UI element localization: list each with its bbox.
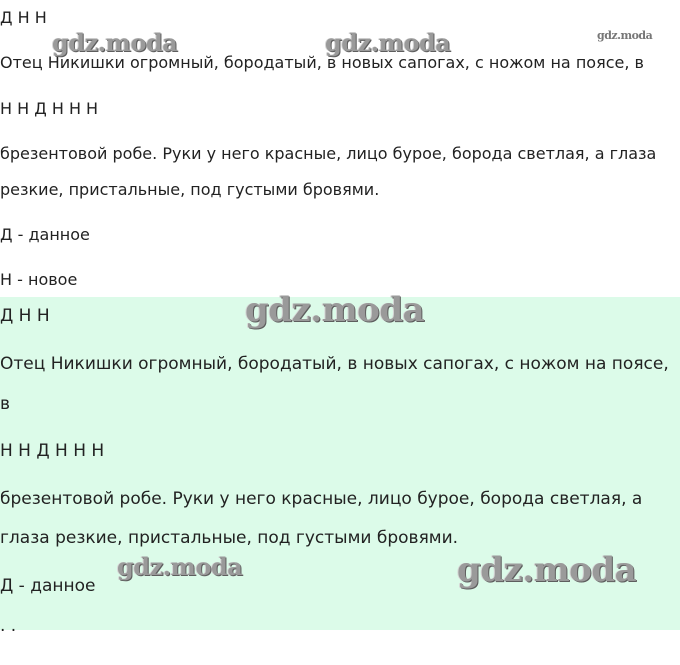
sentence-line: брезентовой робе. Руки у него красные, лицо бурое, борода светлая, а — [0, 489, 643, 509]
sentence-line: Отец Никишки огромный, бородатый, в новых сапогах, с ножом на поясе, — [0, 354, 669, 374]
sentence-line: резкие, пристальные, под густыми бровями. — [0, 180, 380, 199]
stress-marks-line: Н Н Д Н Н Н — [0, 441, 105, 461]
watermark: gdz.moda — [52, 28, 178, 57]
stress-marks-line: Д Н Н — [0, 306, 50, 326]
legend-given: Д - данное — [0, 225, 90, 244]
watermark: gdz.moda — [245, 290, 425, 330]
sentence-line: Отец Никишки огромный, бородатый, в новых сапогах, с ножом на поясе, в — [0, 53, 644, 72]
sentence-line: глаза резкие, пристальные, под густыми бровями. — [0, 528, 459, 548]
watermark: gdz.moda — [117, 552, 243, 581]
watermark: gdz.moda — [597, 29, 653, 42]
watermark: gdz.moda — [457, 550, 637, 590]
stress-marks-line: Н Н Д Н Н Н — [0, 99, 99, 118]
cut-off-text: . . — [0, 616, 17, 636]
sentence-line: брезентовой робе. Руки у него красные, лицо бурое, борода светлая, а глаза — [0, 144, 657, 163]
watermark: gdz.moda — [325, 28, 451, 57]
legend-new: Н - новое — [0, 270, 78, 289]
sentence-line: в — [0, 394, 11, 414]
stress-marks-line: Д Н Н — [0, 8, 47, 27]
legend-given: Д - данное — [0, 576, 96, 596]
